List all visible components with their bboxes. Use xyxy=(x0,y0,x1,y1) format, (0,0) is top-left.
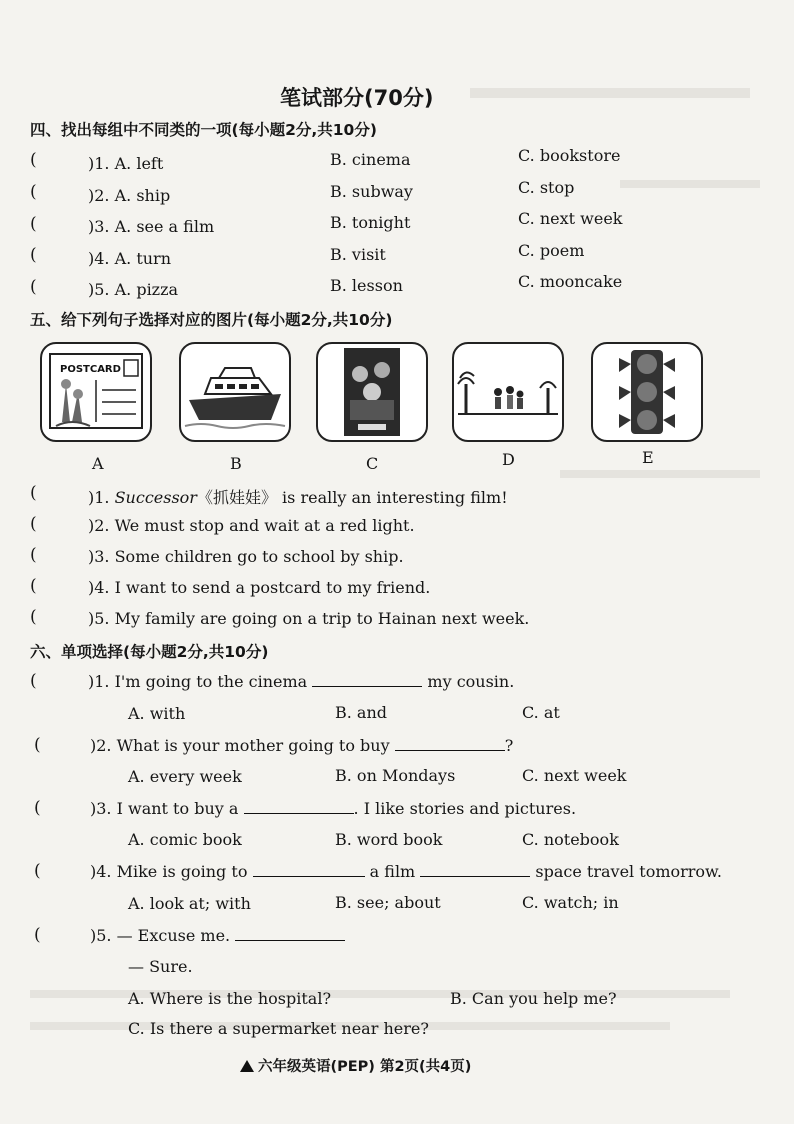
question-option-b: B. visit xyxy=(330,245,386,264)
question-option-c: C. bookstore xyxy=(518,146,621,165)
picture-postcard xyxy=(40,342,152,442)
question-option-a: )3. A. see a film xyxy=(88,217,215,236)
answer-blank[interactable] xyxy=(235,926,345,941)
answer-blank[interactable] xyxy=(244,799,354,814)
film-poster-icon xyxy=(318,344,426,440)
question-text-rest: 《抓娃娃》 is really an interesting film! xyxy=(196,488,508,507)
answer-paren: ( xyxy=(34,798,41,818)
picture-label-d: D xyxy=(502,450,515,469)
answer-paren: ( xyxy=(30,545,37,565)
question-option-a: A. look at; with xyxy=(128,894,251,913)
question-text: )2. We must stop and wait at a red light. xyxy=(88,516,415,535)
question-option-a: A. Where is the hospital? xyxy=(128,989,332,1008)
answer-paren: ( xyxy=(30,483,37,503)
traffic-light-icon xyxy=(593,344,701,440)
answer-blank[interactable] xyxy=(253,862,365,877)
question-text: )3. I want to buy a . I like stories and pictures. xyxy=(90,799,577,818)
publisher-logo-icon xyxy=(240,1060,254,1072)
question-option-b: B. cinema xyxy=(330,150,411,169)
answer-blank[interactable] xyxy=(420,862,530,877)
question-option-a: )5. A. pizza xyxy=(88,280,179,299)
question-option-b: B. word book xyxy=(335,830,443,849)
question-option-a: )1. A. left xyxy=(88,154,164,173)
picture-ship xyxy=(179,342,291,442)
question-option-c: C. notebook xyxy=(522,830,619,849)
question-option-b: B. on Mondays xyxy=(335,766,456,785)
answer-paren: ( xyxy=(30,150,37,170)
question-text: )4. Mike is going to a film space travel tomorrow. xyxy=(90,862,722,881)
picture-label-b: B xyxy=(230,454,242,473)
question-text: )3. Some children go to school by ship. xyxy=(88,547,404,566)
picture-film-poster xyxy=(316,342,428,442)
answer-paren: ( xyxy=(30,245,37,265)
question-option-b: B. and xyxy=(335,703,388,722)
question-text: )2. What is your mother going to buy ? xyxy=(90,736,514,755)
footer xyxy=(240,1055,471,1076)
picture-children-school xyxy=(452,342,564,442)
question-option-a: A. comic book xyxy=(128,830,242,849)
question-option-a: )4. A. turn xyxy=(88,249,172,268)
question-option-b: B. subway xyxy=(330,182,413,201)
children-walking-icon xyxy=(454,344,562,440)
page-title: 笔试部分(70分) xyxy=(280,86,434,110)
answer-paren: ( xyxy=(30,182,37,202)
question-text: )5. — Excuse me. xyxy=(90,926,345,945)
picture-label-e: E xyxy=(642,448,654,467)
question-option-b: B. see; about xyxy=(335,893,441,912)
answer-paren: ( xyxy=(30,607,37,627)
answer-paren: ( xyxy=(30,576,37,596)
question-text: )1. I'm going to the cinema my cousin. xyxy=(88,672,515,691)
question-option-c: C. poem xyxy=(518,241,585,260)
question-option-c: C. Is there a supermarket near here? xyxy=(128,1019,429,1038)
answer-paren: ( xyxy=(30,277,37,297)
question-option-a: )2. A. ship xyxy=(88,186,171,205)
question-option-a: A. with xyxy=(128,704,186,723)
question-option-c: C. next week xyxy=(522,766,627,785)
question-option-b: B. lesson xyxy=(330,276,403,295)
question-option-c: C. mooncake xyxy=(518,272,623,291)
answer-paren: ( xyxy=(34,735,41,755)
answer-paren: ( xyxy=(34,925,41,945)
ship-icon xyxy=(181,344,289,440)
film-title: Successor xyxy=(114,488,197,507)
question-option-c: C. next week xyxy=(518,209,623,228)
answer-paren: ( xyxy=(30,671,37,691)
answer-paren: ( xyxy=(34,861,41,881)
question-option-b: B. tonight xyxy=(330,213,411,232)
question-option-c: C. stop xyxy=(518,178,575,197)
picture-label-a: A xyxy=(92,454,104,473)
answer-blank[interactable] xyxy=(312,672,422,687)
question-option-a: A. every week xyxy=(128,767,242,786)
answer-blank[interactable] xyxy=(395,736,505,751)
picture-traffic-light xyxy=(591,342,703,442)
footer-text: 六年级英语(PEP) 第2页(共4页) xyxy=(258,1059,472,1075)
answer-paren: ( xyxy=(30,214,37,234)
question-option-c: C. at xyxy=(522,703,560,722)
section-5-heading: 五、给下列句子选择对应的图片(每小题2分,共10分) xyxy=(30,311,393,329)
answer-paren: ( xyxy=(30,514,37,534)
picture-label-c: C xyxy=(366,454,379,473)
question-option-b: B. Can you help me? xyxy=(450,989,617,1008)
postcard-icon xyxy=(42,344,150,440)
dialogue-reply: — Sure. xyxy=(128,957,193,976)
question-text: )4. I want to send a postcard to my friend. xyxy=(88,578,431,597)
question-option-c: C. watch; in xyxy=(522,893,619,912)
question-text: )5. My family are going on a trip to Hainan next week. xyxy=(88,609,530,628)
section-6-heading: 六、单项选择(每小题2分,共10分) xyxy=(30,643,269,661)
postcard-text: POSTCARD xyxy=(60,364,121,375)
question-text: )1. Successor《抓娃娃》 is really an interesting film! xyxy=(88,488,508,507)
section-4-heading: 四、找出每组中不同类的一项(每小题2分,共10分) xyxy=(30,121,377,139)
